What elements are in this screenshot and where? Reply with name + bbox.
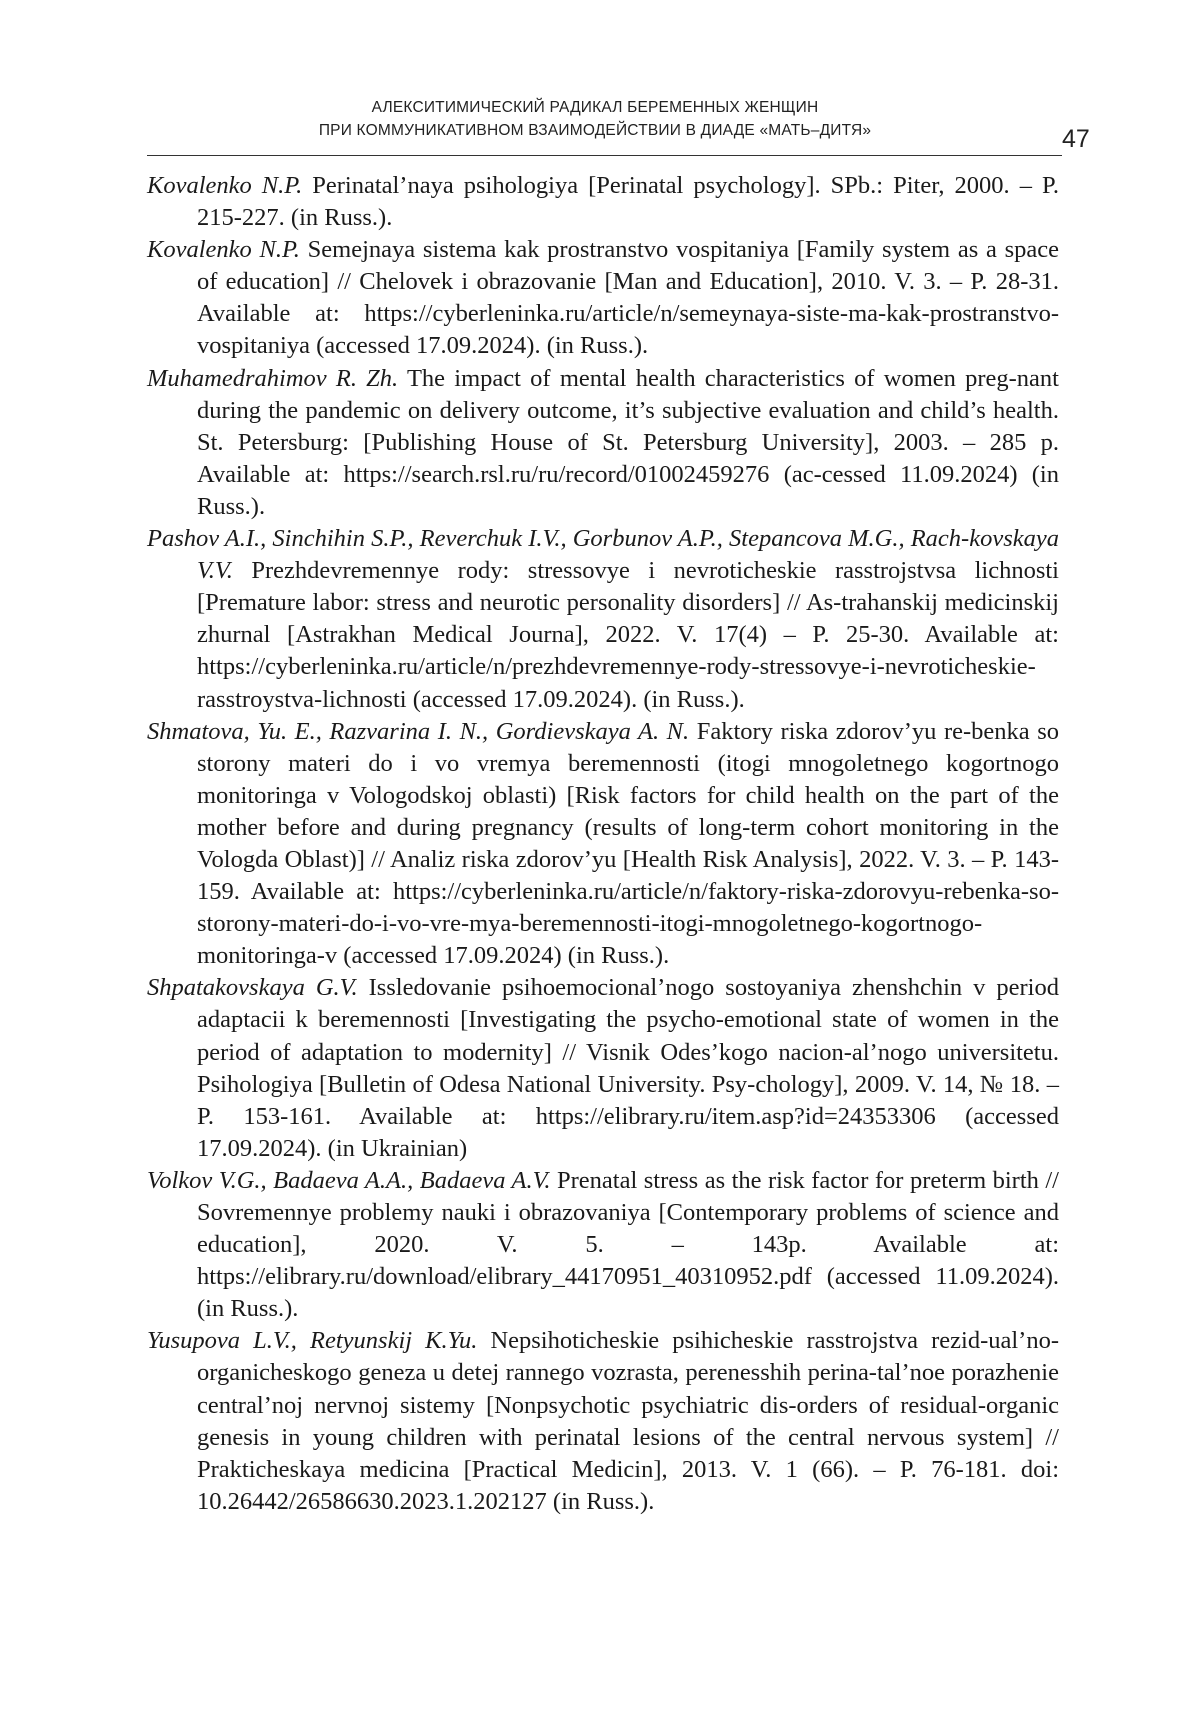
reference-entry (147, 170, 1059, 234)
running-header-line-2: ПРИ КОММУНИКАТИВНОМ ВЗАИМОДЕЙСТВИИ В ДИАДЕ «МАТЬ–ДИТЯ» (318, 122, 872, 139)
reference-entry (147, 234, 1059, 362)
reference-entry (147, 716, 1059, 973)
reference-authors: Kovalenko N.P. (147, 172, 303, 199)
reference-entry (147, 363, 1059, 523)
running-header-line-1: АЛЕКСИТИМИЧЕСКИЙ РАДИКАЛ БЕРЕМЕННЫХ ЖЕНЩИН (371, 99, 819, 116)
reference-authors: Shmatova, Yu. E., Razvarina I. N., Gordievskaya A. N. (147, 717, 690, 745)
header-divider (147, 155, 1062, 156)
running-header-title (147, 96, 1043, 142)
reference-entry (147, 972, 1059, 1165)
reference-authors: Volkov V.G., Badaeva A.A., Badaeva A.V. (147, 1166, 551, 1194)
reference-text: Faktory riska zdorov’yu re-benka so storony materi do i vo vremya beremennosti (itogi mnogoletnego kogortnogo monitoringa v Vologodskoj oblasti) [Risk factors for child health on the part of the mother before and during pregnancy (results of long-term cohort monitoring in the Vologda Oblast)] // Analiz riska zdorov’yu [Health Risk Analysis], 2022. V. 3. – P. 143-159. Available at: https://cyberleninka.ru/article/n/faktory-riska-zdorovyu-rebenka-so-storony-materi-do-i-vo-vre-mya-beremennosti-itogi-mnogoletnego-kogortnogo-monitoringa-v (accessed 17.09.2024) (in Russ.). (197, 717, 1059, 970)
running-header (147, 96, 1059, 142)
reference-list (147, 170, 1059, 1518)
page-number: 47 (1062, 125, 1090, 153)
reference-authors: Pashov A.I., Sinchihin S.P., Reverchuk I.V., Gorbunov A.P., Stepancova M.G., Rach-kovskaya V.V. (147, 525, 1059, 585)
reference-entry (147, 1165, 1059, 1325)
reference-text: Prenatal stress as the risk factor for preterm birth // Sovremennye problemy nauki i obrazovaniya [Contemporary problems of science and education], 2020. V. 5. – 143p. Available at: https://elibrary.ru/download/elibrary_44170951_40310952.pdf (accessed 11.09.2024). (in Russ.). (197, 1166, 1059, 1323)
reference-authors: Yusupova L.V., Retyunskij K.Yu. (147, 1327, 478, 1355)
reference-text: The impact of mental health characteristics of women preg-nant during the pandemic on delivery outcome, it’s subjective evaluation and child’s health. St. Petersburg: [Publishing House of St. Petersburg University], 2003. – 285 p. Available at: https://search.rsl.ru/ru/record/01002459276 (ac-cessed 11.09.2024) (in Russ.). (197, 364, 1059, 520)
reference-authors: Shpatakovskaya G.V. (147, 974, 358, 1002)
reference-entry (147, 1325, 1059, 1518)
reference-authors: Kovalenko N.P. (147, 236, 300, 264)
reference-entry (147, 523, 1059, 716)
reference-text: Issledovanie psihoemocional’nogo sostoyaniya zhenshchin v period adaptacii k beremennosti [Investigating the psycho-emotional state of women in the period of adaptation to modernity] // Visnik Odes’kogo nacion-al’nogo universitetu. Psihologiya [Bulletin of Odesa National University. Psy-chology], 2009. V. 14, № 18. – P. 153-161. Available at: https://elibrary.ru/item.asp?id=24353306 (accessed 17.09.2024). (in Ukrainian) (197, 974, 1059, 1162)
reference-text: Nepsihoticheskie psihicheskie rasstrojstva rezid-ual’no-organicheskogo geneza u detej rannego vozrasta, perenesshih perina-tal’noe porazhenie central’noj nervnoj sistemy [Nonpsychotic psychiatric dis-orders of residual-organic genesis in young children with perinatal lesions of the central nervous system] // Prakticheskaya medicina [Practical Medicin], 2013. V. 1 (66). – P. 76-181. doi: 10.26442/26586630.2023.1.202127 (in Russ.). (197, 1327, 1059, 1515)
reference-text: Semejnaya sistema kak prostranstvo vospitaniya [Family system as a space of education] // Chelovek i obrazovanie [Man and Education], 2010. V. 3. – P. 28-31. Available at: https://cyberleninka.ru/article/n/semeynaya-siste-ma-kak-prostranstvo-vospitaniya (accessed 17.09.2024). (in Russ.). (197, 236, 1059, 360)
reference-authors: Muhamedrahimov R. Zh. (147, 364, 399, 392)
reference-text: Prezhdevremennye rody: stressovye i nevroticheskie rasstrojstvsa lichnosti [Premature labor: stress and neurotic personality disorders] // As-trahanskij medicinskij zhurnal [Astrakhan Medical Journa], 2022. V. 17(4) – P. 25-30. Available at: https://cyberleninka.ru/article/n/prezhdevremennye-rody-stressovye-i-nevroticheskie-rasstroystva-lichnosti (accessed 17.09.2024). (in Russ.). (197, 557, 1059, 713)
reference-text: Perinatal’naya psihologiya [Perinatal psychology]. SPb.: Piter, 2000. – P. 215-227. (in Russ.). (197, 172, 1060, 232)
